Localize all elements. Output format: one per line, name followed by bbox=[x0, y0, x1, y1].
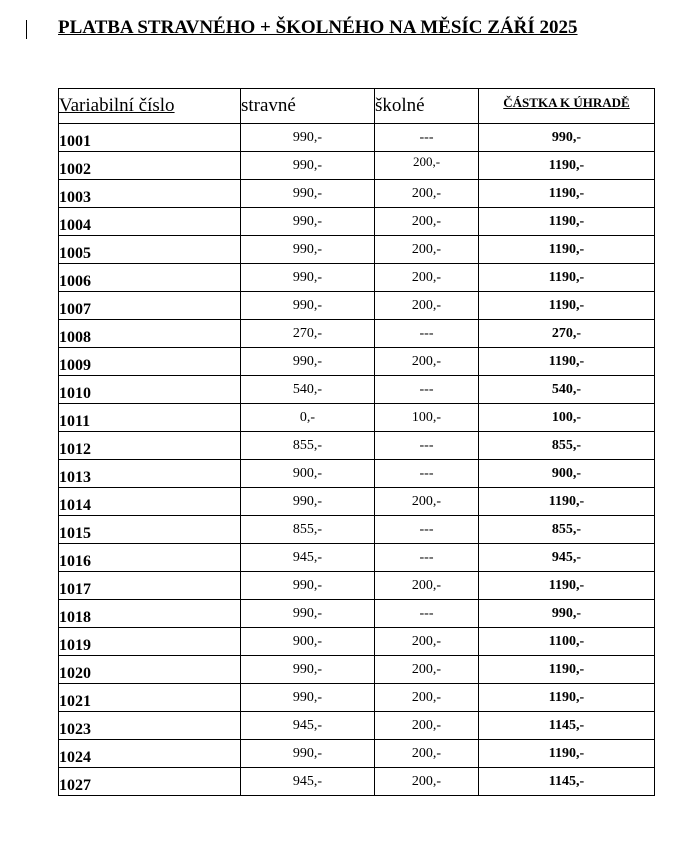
cell-variabilni-cislo: 1020 bbox=[59, 656, 241, 684]
cell-castka: 1190,- bbox=[479, 264, 655, 292]
table-row bbox=[59, 656, 655, 684]
cell-skolne: --- bbox=[375, 516, 479, 544]
cell-castka: 945,- bbox=[479, 544, 655, 572]
cell-variabilni-cislo: 1003 bbox=[59, 180, 241, 208]
cell-skolne: --- bbox=[375, 124, 479, 152]
cell-castka: 100,- bbox=[479, 404, 655, 432]
cell-stravne: 945,- bbox=[241, 712, 375, 740]
cell-skolne: 200,- bbox=[375, 264, 479, 292]
cell-variabilni-cislo: 1013 bbox=[59, 460, 241, 488]
cell-skolne: --- bbox=[375, 432, 479, 460]
table-row bbox=[59, 740, 655, 768]
cell-skolne: 200,- bbox=[375, 208, 479, 236]
table-row bbox=[59, 236, 655, 264]
cell-castka: 855,- bbox=[479, 432, 655, 460]
cell-stravne: 990,- bbox=[241, 236, 375, 264]
cell-skolne: 200,- bbox=[375, 656, 479, 684]
table-row bbox=[59, 292, 655, 320]
cell-skolne: 200,- bbox=[375, 152, 479, 180]
cell-variabilni-cislo: 1019 bbox=[59, 628, 241, 656]
table-row bbox=[59, 544, 655, 572]
cell-castka: 855,- bbox=[479, 516, 655, 544]
cell-variabilni-cislo: 1023 bbox=[59, 712, 241, 740]
cell-castka: 900,- bbox=[479, 460, 655, 488]
cell-stravne: 540,- bbox=[241, 376, 375, 404]
cell-variabilni-cislo: 1001 bbox=[59, 124, 241, 152]
cell-skolne: 200,- bbox=[375, 292, 479, 320]
cell-variabilni-cislo: 1021 bbox=[59, 684, 241, 712]
cell-castka: 990,- bbox=[479, 124, 655, 152]
cell-skolne: 200,- bbox=[375, 236, 479, 264]
table-row bbox=[59, 600, 655, 628]
cell-skolne: 200,- bbox=[375, 740, 479, 768]
cell-variabilni-cislo: 1005 bbox=[59, 236, 241, 264]
cell-skolne: --- bbox=[375, 320, 479, 348]
table-row bbox=[59, 684, 655, 712]
cell-skolne: 200,- bbox=[375, 712, 479, 740]
table-row bbox=[59, 516, 655, 544]
table-row bbox=[59, 404, 655, 432]
cell-skolne: --- bbox=[375, 376, 479, 404]
cell-castka: 1190,- bbox=[479, 348, 655, 376]
cell-skolne: 100,- bbox=[375, 404, 479, 432]
header-variabilni-cislo: Variabilní číslo bbox=[59, 89, 241, 124]
cell-stravne: 945,- bbox=[241, 544, 375, 572]
cell-castka: 540,- bbox=[479, 376, 655, 404]
table-row bbox=[59, 264, 655, 292]
cell-stravne: 990,- bbox=[241, 124, 375, 152]
cell-skolne: 200,- bbox=[375, 572, 479, 600]
cell-castka: 1145,- bbox=[479, 712, 655, 740]
table-row bbox=[59, 152, 655, 180]
cell-variabilni-cislo: 1004 bbox=[59, 208, 241, 236]
header-skolne: školné bbox=[375, 89, 479, 124]
table-row bbox=[59, 376, 655, 404]
cell-stravne: 990,- bbox=[241, 264, 375, 292]
table-row bbox=[59, 348, 655, 376]
cell-stravne: 990,- bbox=[241, 656, 375, 684]
cell-castka: 1145,- bbox=[479, 768, 655, 796]
table-header-row bbox=[59, 89, 655, 124]
cell-castka: 1190,- bbox=[479, 572, 655, 600]
cell-stravne: 990,- bbox=[241, 600, 375, 628]
cell-stravne: 855,- bbox=[241, 516, 375, 544]
cell-variabilni-cislo: 1012 bbox=[59, 432, 241, 460]
cell-variabilni-cislo: 1015 bbox=[59, 516, 241, 544]
table-row bbox=[59, 208, 655, 236]
cell-stravne: 990,- bbox=[241, 572, 375, 600]
cell-stravne: 990,- bbox=[241, 208, 375, 236]
text-cursor bbox=[26, 20, 27, 39]
cell-castka: 990,- bbox=[479, 600, 655, 628]
table-row bbox=[59, 712, 655, 740]
cell-skolne: --- bbox=[375, 544, 479, 572]
cell-skolne: 200,- bbox=[375, 180, 479, 208]
cell-castka: 1190,- bbox=[479, 208, 655, 236]
table-row bbox=[59, 572, 655, 600]
cell-variabilni-cislo: 1017 bbox=[59, 572, 241, 600]
cell-stravne: 270,- bbox=[241, 320, 375, 348]
cell-skolne: 200,- bbox=[375, 628, 479, 656]
cell-variabilni-cislo: 1018 bbox=[59, 600, 241, 628]
cell-variabilni-cislo: 1014 bbox=[59, 488, 241, 516]
table-row bbox=[59, 180, 655, 208]
table-row bbox=[59, 432, 655, 460]
cell-skolne: --- bbox=[375, 600, 479, 628]
table-row bbox=[59, 488, 655, 516]
cell-skolne: --- bbox=[375, 460, 479, 488]
cell-stravne: 900,- bbox=[241, 628, 375, 656]
cell-castka: 1190,- bbox=[479, 656, 655, 684]
table-row bbox=[59, 768, 655, 796]
cell-stravne: 0,- bbox=[241, 404, 375, 432]
cell-castka: 1190,- bbox=[479, 236, 655, 264]
cell-stravne: 990,- bbox=[241, 684, 375, 712]
cell-stravne: 990,- bbox=[241, 740, 375, 768]
table-body bbox=[59, 124, 655, 796]
cell-stravne: 990,- bbox=[241, 180, 375, 208]
cell-variabilni-cislo: 1024 bbox=[59, 740, 241, 768]
header-castka-k-uhrade: ČÁSTKA K ÚHRADĚ bbox=[479, 89, 655, 124]
cell-skolne: 200,- bbox=[375, 348, 479, 376]
table-row bbox=[59, 320, 655, 348]
cell-variabilni-cislo: 1027 bbox=[59, 768, 241, 796]
cell-stravne: 900,- bbox=[241, 460, 375, 488]
table-row bbox=[59, 628, 655, 656]
cell-stravne: 945,- bbox=[241, 768, 375, 796]
cell-stravne: 990,- bbox=[241, 292, 375, 320]
cell-stravne: 990,- bbox=[241, 152, 375, 180]
cell-variabilni-cislo: 1008 bbox=[59, 320, 241, 348]
cell-variabilni-cislo: 1002 bbox=[59, 152, 241, 180]
cell-castka: 1190,- bbox=[479, 740, 655, 768]
document-title: PLATBA STRAVNÉHO + ŠKOLNÉHO NA MĚSÍC ZÁŘÍ 2025 bbox=[58, 17, 578, 38]
cell-variabilni-cislo: 1011 bbox=[59, 404, 241, 432]
cell-skolne: 200,- bbox=[375, 684, 479, 712]
cell-stravne: 990,- bbox=[241, 488, 375, 516]
cell-castka: 1190,- bbox=[479, 684, 655, 712]
cell-skolne: 200,- bbox=[375, 768, 479, 796]
table-row bbox=[59, 460, 655, 488]
header-stravne: stravné bbox=[241, 89, 375, 124]
cell-castka: 1190,- bbox=[479, 488, 655, 516]
cell-castka: 270,- bbox=[479, 320, 655, 348]
cell-variabilni-cislo: 1006 bbox=[59, 264, 241, 292]
cell-stravne: 990,- bbox=[241, 348, 375, 376]
cell-castka: 1190,- bbox=[479, 152, 655, 180]
cell-stravne: 855,- bbox=[241, 432, 375, 460]
cell-castka: 1190,- bbox=[479, 180, 655, 208]
cell-variabilni-cislo: 1007 bbox=[59, 292, 241, 320]
payment-table bbox=[58, 88, 655, 796]
cell-castka: 1190,- bbox=[479, 292, 655, 320]
table-row bbox=[59, 124, 655, 152]
cell-variabilni-cislo: 1016 bbox=[59, 544, 241, 572]
cell-castka: 1100,- bbox=[479, 628, 655, 656]
cell-variabilni-cislo: 1010 bbox=[59, 376, 241, 404]
cell-skolne: 200,- bbox=[375, 488, 479, 516]
cell-variabilni-cislo: 1009 bbox=[59, 348, 241, 376]
